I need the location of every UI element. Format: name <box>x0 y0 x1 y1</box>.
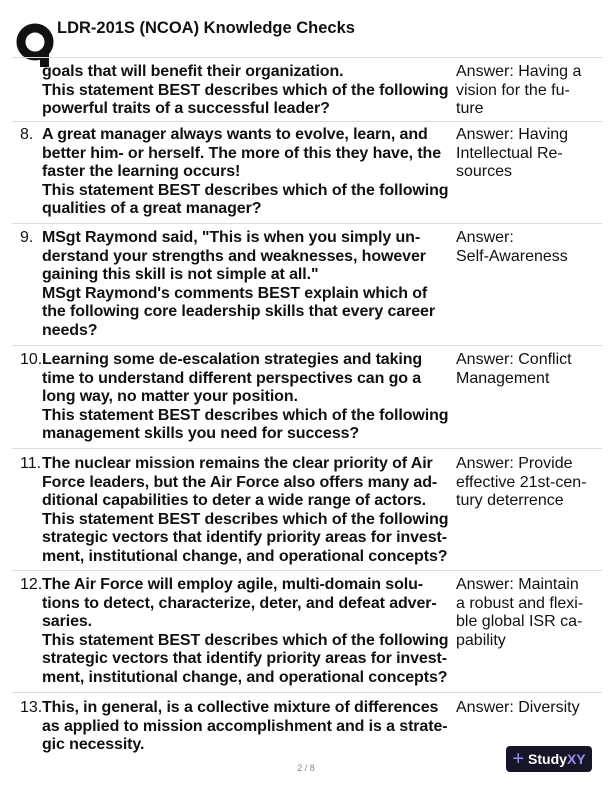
answer-text: Answer: Diversity <box>456 699 580 716</box>
answer-text: Answer: Maintain a robust and flexi- ble global ISR ca- pability <box>456 576 584 649</box>
question-text: This, in general, is a collective mixture of differences as applied to mission accomplishment and is a strate- gic necessity. <box>42 699 448 753</box>
question-number: 12. <box>20 576 43 593</box>
divider <box>12 692 602 693</box>
divider <box>12 345 602 346</box>
page-number: 2 / 8 <box>297 763 315 773</box>
question-text: The Air Force will employ agile, multi-domain solu- tions to detect, characterize, deter, and defeat adver- saries. This statement BEST describes which of the following strategic vectors that identify priority areas for invest- ment, institutional change, and operational concepts? <box>42 576 449 686</box>
studyxy-badge[interactable] <box>506 746 592 772</box>
answer-text: Answer: Having Intellectual Re- sources <box>456 126 569 180</box>
question-text: A great manager always wants to evolve, learn, and better him- or herself. The more of this they have, the faster the learning occurs! This statement BEST describes which of the following qualities of a great manager? <box>42 126 449 217</box>
plus-icon: + <box>512 748 525 770</box>
header-divider <box>12 57 602 58</box>
badge-accent: XY <box>566 751 586 767</box>
question-number: 8. <box>20 126 34 143</box>
question-number: 10. <box>20 351 43 368</box>
question-number: 11. <box>20 455 42 472</box>
answer-text: Answer: Self-Awareness <box>456 229 568 265</box>
question-text: goals that will benefit their organization. This statement BEST describes which of the following powerful traits of a successful leader? <box>42 63 449 117</box>
answer-text: Answer: Conflict Management <box>456 351 572 387</box>
question-number: 9. <box>20 229 34 246</box>
question-number: 13. <box>20 699 43 716</box>
question-text: Learning some de-escalation strategies and taking time to understand different perspectives can go a long way, no matter your position. This statement BEST describes which of the following management skills you need for success? <box>42 351 449 442</box>
answer-text: Answer: Provide effective 21st-cen- tury deterrence <box>456 455 587 509</box>
answer-text: Answer: Having a vision for the fu- ture <box>456 63 582 117</box>
question-text: The nuclear mission remains the clear priority of Air Force leaders, but the Air Force also offers many ad- ditional capabilities to deter a wide range of actors. This statement BEST describes which of the following strategic vectors that identify priority areas for invest- ment, institutional change, and operational concepts? <box>42 455 449 565</box>
divider <box>12 570 602 571</box>
question-text: MSgt Raymond said, "This is when you simply un- derstand your strengths and weaknesses, however gaining this skill is not simple at all." MSgt Raymond's comments BEST explain which of the following core leadership skills that every career needs? <box>42 229 435 339</box>
document-title: LDR-201S (NCOA) Knowledge Checks <box>57 19 355 37</box>
divider <box>12 121 602 122</box>
divider <box>12 448 602 449</box>
q-logo-icon <box>16 22 56 68</box>
badge-text: Study <box>528 751 567 767</box>
divider <box>12 223 602 224</box>
